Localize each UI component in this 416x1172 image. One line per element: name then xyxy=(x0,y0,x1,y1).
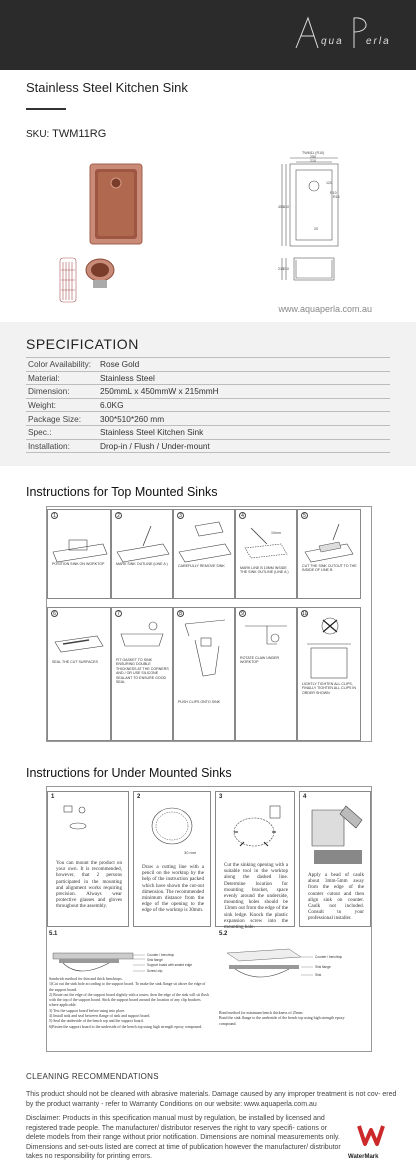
dim-label: 10mm xyxy=(271,531,281,535)
spec-value: 250mmL x 450mmW x 215mmH xyxy=(100,386,219,397)
step-caption: MARK LINE B 10MM INSIDE THE SINK OUTLINE (LINE A ) xyxy=(240,566,289,575)
cleaning-title: CLEANING RECOMMENDATIONS xyxy=(26,1072,159,1081)
step-text: Cut the sinking opening with a suitable tool in the worktop along the dashed line. Determine location for mounting bracket, space evenly around the underside, mounting holes should be 13mm out from the edge of the sink ledge. Knock the plastic expansion screw into the mounting hole. xyxy=(224,862,288,931)
drawing-width: 250 xyxy=(310,155,316,159)
top-step-6 xyxy=(47,607,111,741)
top-mount-title: Instructions for Top Mounted Sinks xyxy=(26,485,218,499)
grid-photo xyxy=(60,258,76,302)
spec-value: 300*510*260 mm xyxy=(100,413,165,424)
diagram-label: Support board with sealed edge xyxy=(147,963,193,967)
website-link[interactable]: www.aquaperla.com.au xyxy=(278,304,372,314)
cleaning-text: This product should not be cleaned with abrasive materials. Damage caused by any improper treatment is not cov- ered by the product warranty - refer to Warranty Conditions on our website: www.aquaperla.com.au xyxy=(26,1091,397,1108)
technical-drawing xyxy=(282,158,338,280)
top-step-1 xyxy=(47,509,111,599)
step-illustration xyxy=(237,618,297,658)
top-step-9 xyxy=(235,607,297,741)
step-number: 1 xyxy=(51,794,55,800)
table-row xyxy=(26,385,390,399)
under-mount-title: Instructions for Under Mounted Sinks xyxy=(26,766,232,780)
text-line: 4) Install sink and seal between flange of sink and support board. xyxy=(49,1014,151,1019)
step-text: Draw a cutting line with a pencil on the worktop by the help of the instruction packed which have shown the cut-out dimension. The recommended minimum distance from the edge of the opening to the edge of the worktop is 30mm. xyxy=(142,864,204,914)
table-row xyxy=(26,439,390,453)
spec-table xyxy=(26,357,390,453)
step-number: 1 xyxy=(51,512,58,519)
text-line: Bond method for minimum bench thickness of 25mm xyxy=(219,1011,303,1015)
spec-value: Drop-in / Flush / Under-mount xyxy=(100,440,210,451)
spec-key: Installation: xyxy=(28,440,70,451)
opening-illustration xyxy=(220,802,290,862)
tools-icon xyxy=(60,802,100,842)
under-mount-panel xyxy=(46,786,372,1052)
text-line: 2) Route out the edge of the support board slightly with a router, then the edge of the sink will sit flush with the top of the support board. Stick the support board around the location of any clip brackets where applicable. xyxy=(49,992,209,1008)
spec-value: 6.0KG xyxy=(100,400,124,411)
top-step-8 xyxy=(173,607,235,741)
table-row xyxy=(26,412,390,426)
step-text: Apply a bead of caulk about 3mm-5mm away from the edge of the counter cutout and then align sink on counter. Caulk not included. Consult to your professional installer. xyxy=(308,872,364,922)
under-step-5-2 xyxy=(217,931,371,1049)
table-row xyxy=(26,358,390,372)
drawing-height: 450 xyxy=(278,205,284,209)
text-line: Sandwich method for thin and thick benchtops. xyxy=(49,977,123,981)
spec-key: Weight: xyxy=(28,400,56,411)
bond-text xyxy=(219,1011,359,1027)
step-illustration xyxy=(175,518,235,568)
dim-label: 30 mm xyxy=(184,850,197,855)
caulk-illustration xyxy=(304,800,368,870)
product-images xyxy=(0,150,416,320)
drawing-dim-a: 120 xyxy=(326,181,332,185)
drawing-inner-height: 410 xyxy=(283,205,289,209)
step-number: 2 xyxy=(137,794,141,800)
step-caption: PUSH CLIPS ONTO SINK xyxy=(178,700,221,704)
step-number: 4 xyxy=(303,794,307,800)
under-step-1 xyxy=(47,791,129,927)
watermark-label: WaterMark xyxy=(348,1154,379,1160)
under-step-4 xyxy=(299,791,371,927)
sku-value: TWM11RG xyxy=(52,128,107,140)
page-title: Stainless Steel Kitchen Sink xyxy=(26,80,188,95)
text-line: 1)Cut out the sink hole according to the support board. To make the sink flange sit above the edge of the support board. xyxy=(49,982,206,992)
spec-key: Color Availability: xyxy=(28,359,92,370)
aquaperla-logo-icon xyxy=(288,14,408,54)
spec-key: Dimension: xyxy=(28,386,70,397)
watermark-logo-icon xyxy=(356,1120,386,1150)
step-illustration xyxy=(299,518,361,568)
top-step-10 xyxy=(297,607,361,741)
step-caption: LIGHTLY TIGHTEN ALL CLIPS, FINALLY TIGHTEN ALL CLIPS IN ORDER SHOWN xyxy=(302,682,356,695)
drawing-dim-d: 20 xyxy=(314,227,318,231)
drawing-inner-width: 210 xyxy=(310,159,316,163)
step-number: 3 xyxy=(219,794,223,800)
strainer-photo xyxy=(86,259,114,288)
under-step-5-1 xyxy=(47,931,211,1049)
top-step-3 xyxy=(173,509,235,599)
diagram-label: Counter / benchtop xyxy=(147,953,175,957)
step-number: 6 xyxy=(51,610,58,617)
step-caption: CUT THE SINK CUTOUT TO THE INSIDE OF LINE B xyxy=(302,564,357,573)
step-caption: CAREFULLY REMOVE SINK xyxy=(178,564,225,568)
step-text: You can mount the product on your own. It is recommended, however, that 2 persons participated in the mounting and alignment works requiring precision. Always wear protective glasses and gloves throughout the assembly. xyxy=(56,860,122,910)
table-row xyxy=(26,371,390,385)
spec-title: SPECIFICATION xyxy=(26,336,139,352)
step-number: 5.2 xyxy=(219,931,228,937)
drawing-inner-depth: 210 xyxy=(283,267,289,271)
step-number: 8 xyxy=(177,610,184,617)
spec-value: Rose Gold xyxy=(100,359,140,370)
under-step-3 xyxy=(215,791,295,931)
text-line: 6)Fasten the support board to the underside of the bench top using high strength epoxy compound. xyxy=(49,1024,203,1029)
step-caption: FIT GASKET TO SINK ENSURING DOUBLE THICKNESS AT THE CORNERS AND / OR USE SILICONE SEALANT TO ENSURE GOOD SEAL xyxy=(116,658,169,685)
step-number: 2 xyxy=(115,512,122,519)
brand-logo[interactable] xyxy=(288,14,408,54)
diagram-label: Sink xyxy=(315,973,322,977)
step-caption: ROTATE CLAW UNDER WORKTOP xyxy=(240,656,280,665)
step-caption: MARK SINK OUTLINE (LINE A ) xyxy=(116,562,168,566)
diagram-label: Counter / benchtop xyxy=(315,955,343,959)
top-step-5 xyxy=(297,509,361,599)
sku-line xyxy=(26,128,106,140)
header-bar xyxy=(0,0,416,70)
diagram-label: Sink flange xyxy=(315,965,331,969)
sink-photo xyxy=(90,164,142,244)
bond-illustration xyxy=(219,939,369,995)
spec-key: Package Size: xyxy=(28,413,82,424)
spec-value: Stainless Steel xyxy=(100,372,155,383)
step-number: 5.1 xyxy=(49,931,58,937)
step-number: 3 xyxy=(177,512,184,519)
disclaimer-text: Disclaimer: Products in this specification manual must by regulation, be installed by licensed and registered trade people. The manufacturer/ distributor reserves the right to vary specifi- cations or delete models from their range without prior notification. Dimensions are nominal measurements only. Dimensions and set-outs listed are correct at time of publication however the manufacturer/ distributor takes no responsibility for printing errors. xyxy=(26,1115,341,1161)
diagram-label: Sink flange xyxy=(147,958,163,962)
diagram-label: Screw/ clip xyxy=(147,969,163,973)
text-line: 3) Test the support board before using into place. xyxy=(49,1008,126,1013)
title-divider xyxy=(26,108,66,110)
product-hero xyxy=(0,150,416,320)
step-illustration xyxy=(175,616,235,696)
table-row xyxy=(26,398,390,412)
text-line: 5) Seal the underside of the bench top and the support board. xyxy=(49,1019,144,1024)
sku-label: SKU: xyxy=(26,129,50,140)
spec-value: Stainless Steel Kitchen Sink xyxy=(100,427,204,438)
drawing-dim-b: R10 xyxy=(330,191,337,195)
top-step-7 xyxy=(111,607,173,741)
step-number: 10 xyxy=(302,611,308,617)
step-number: 7 xyxy=(115,610,122,617)
top-step-2 xyxy=(111,509,173,599)
step-number: 9 xyxy=(239,610,246,617)
drawing-model: TWM11 (R10) xyxy=(302,151,325,155)
under-step-2 xyxy=(133,791,211,927)
spec-key: Material: xyxy=(28,372,60,383)
svg-text:qua: qua xyxy=(321,36,344,47)
step-number: 4 xyxy=(239,512,246,519)
step-caption: POSITION SINK ON WORKTOP xyxy=(52,562,105,566)
table-row xyxy=(26,425,390,439)
step-number: 5 xyxy=(301,512,308,519)
drawing-depth: 215 xyxy=(278,267,284,271)
text-line: Bond the sink flange to the underside of the bench top using high strength epoxy compound. xyxy=(219,1016,345,1026)
drawing-dim-c: R14 xyxy=(333,195,340,199)
step-caption: SEAL THE CUT SURFACES xyxy=(52,660,98,664)
top-mount-panel xyxy=(46,506,372,742)
step-illustration xyxy=(237,518,297,568)
svg-text:erla: erla xyxy=(366,36,391,47)
step-illustration xyxy=(299,614,361,684)
top-step-4 xyxy=(235,509,297,599)
spec-key: Spec.: xyxy=(28,427,52,438)
sandwich-text xyxy=(49,977,209,1030)
cutout-illustration xyxy=(138,802,208,862)
